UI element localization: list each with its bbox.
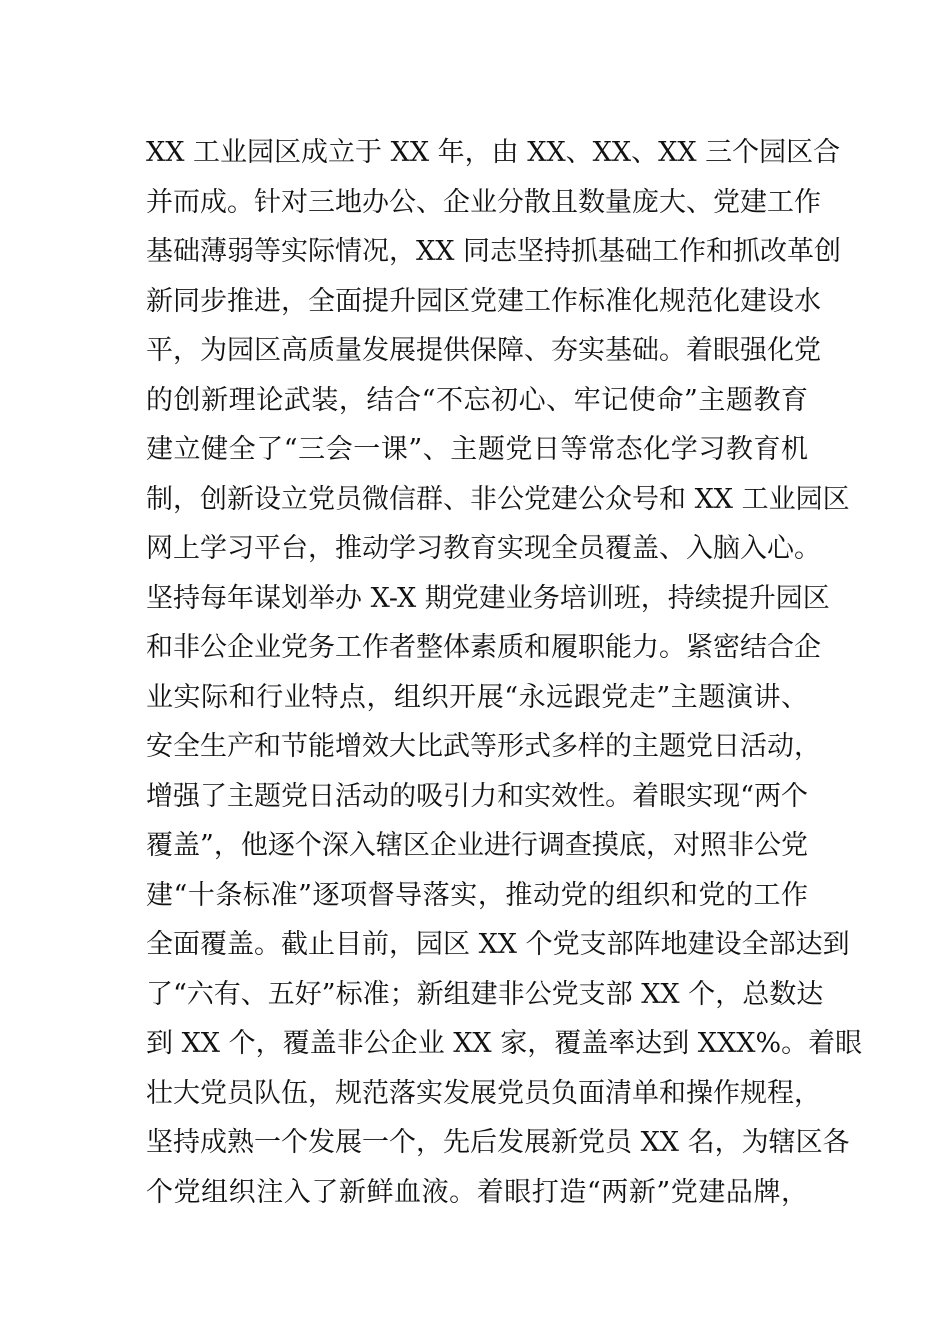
text-line: 建“十条标准”逐项督导落实，推动党的组织和党的工作 [146,879,808,911]
text-line: 壮大党员队伍，规范落实发展党员负面清单和操作规程， [146,1077,821,1109]
text-line: 覆盖”，他逐个深入辖区企业进行调查摸底，对照非公党 [146,830,808,861]
text-line: 的创新理论武装，结合“不忘初心、牢记使命”主题教育 [146,384,808,416]
body-paragraph [146,128,863,1217]
text-line: 个党组织注入了新鲜血液。着眼打造“两新”党建品牌， [146,1176,808,1208]
text-line: 制，创新设立党员微信群、非公党建公众号和 XX 工业园区 [146,483,850,515]
text-line: 全面覆盖。截止目前，园区 XX 个党支部阵地建设全部达到 [146,929,850,960]
text-line: 到 XX 个，覆盖非公企业 XX 家，覆盖率达到 XXX%。着眼 [146,1028,863,1059]
text-line: 业实际和行业特点，组织开展“永远跟党走”主题演讲、 [146,681,808,713]
text-line: 增强了主题党日活动的吸引力和实效性。着眼实现“两个 [146,780,808,812]
text-line: 基础薄弱等实际情况，XX 同志坚持抓基础工作和抓改革创 [146,236,842,267]
text-line: 平，为园区高质量发展提供保障、夯实基础。着眼强化党 [146,335,821,366]
text-line: 坚持每年谋划举办 X-X 期党建业务培训班，持续提升园区 [146,582,830,614]
text-line: 安全生产和节能增效大比武等形式多样的主题党日活动， [146,731,821,762]
text-line: 了“六有、五好”标准；新组建非公党支部 XX 个，总数达 [146,978,824,1010]
text-line: 新同步推进，全面提升园区党建工作标准化规范化建设水 [146,285,821,317]
text-line: 建立健全了“三会一课”、主题党日等常态化学习教育机 [146,434,808,465]
text-line: 坚持成熟一个发展一个，先后发展新党员 XX 名，为辖区各 [146,1127,850,1158]
text-line: 和非公企业党务工作者整体素质和履职能力。紧密结合企 [146,632,821,663]
text-line: 网上学习平台，推动学习教育实现全员覆盖、入脑入心。 [146,533,821,564]
text-line: XX 工业园区成立于 XX 年，由 XX、XX、XX 三个园区合 [146,137,841,168]
text-line: 并而成。针对三地办公、企业分散且数量庞大、党建工作 [146,186,821,218]
